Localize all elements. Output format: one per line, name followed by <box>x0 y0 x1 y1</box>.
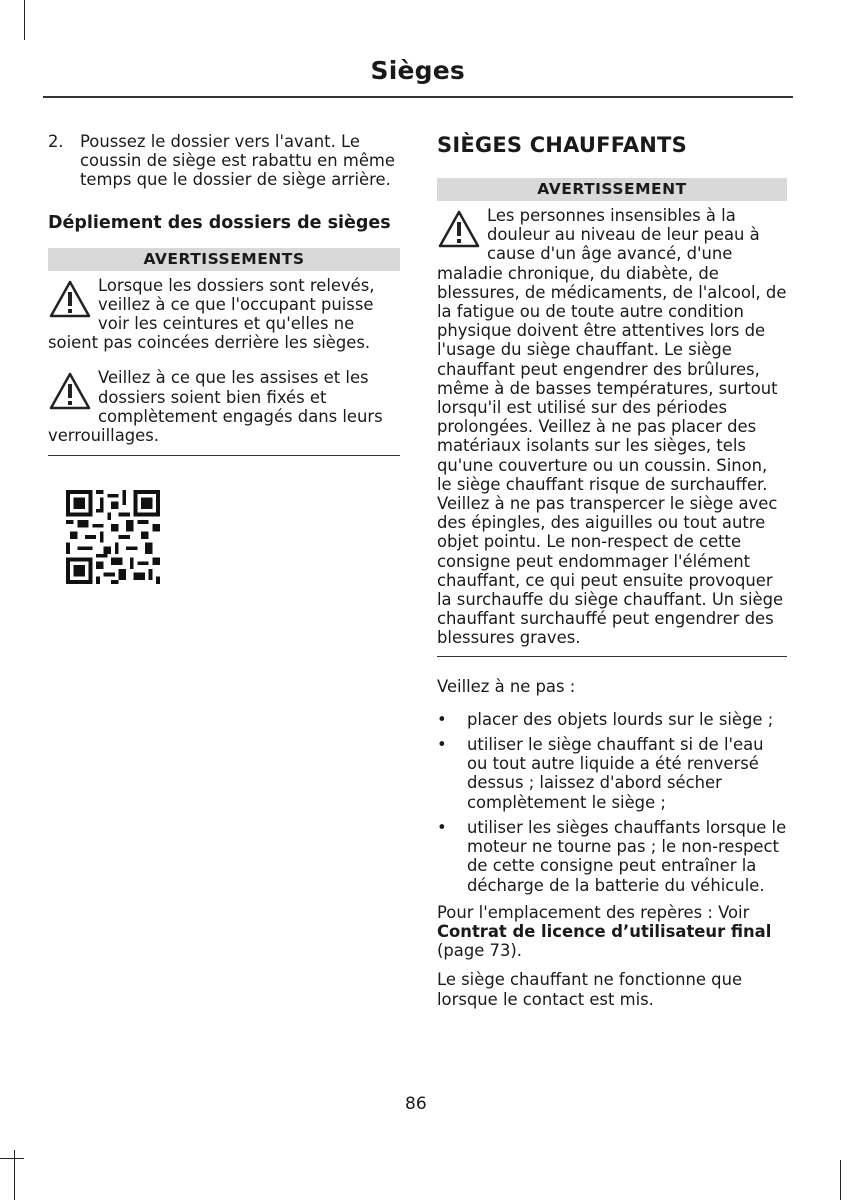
bullet-symbol: • <box>437 709 447 729</box>
list-item-text: placer des objets lourds sur le siège ; <box>467 709 774 729</box>
warning-end-rule <box>437 656 787 657</box>
intro-text: Veillez à ne pas : <box>437 676 576 696</box>
reference-suffix: (page 73). <box>437 941 523 961</box>
warning-triangle-icon <box>48 278 92 322</box>
list-item-text: utiliser le siège chauffant si de l'eau ou tout autre liquide a été renversé dessus ; laissez d'abord sécher complètement le siège ; <box>467 735 764 812</box>
section-heading-heated-seats: SIÈGES CHAUFFANTS <box>437 133 687 157</box>
left-column <box>48 132 400 456</box>
section-heading-unfold: Dépliement des dossiers de sièges <box>48 212 391 233</box>
warning-item <box>437 206 787 648</box>
warning-triangle-icon <box>48 370 92 414</box>
title-divider <box>43 96 793 98</box>
list-item <box>437 710 787 729</box>
crop-mark-bottom-left-h <box>0 1158 24 1159</box>
crop-mark-bottom-right <box>840 1160 841 1200</box>
warning-item <box>48 368 400 445</box>
page-title: Sièges <box>370 56 465 85</box>
warnings-header: AVERTISSEMENTS <box>48 248 400 271</box>
right-column <box>437 132 787 1009</box>
list-item-text: utiliser les sièges chauffants lorsque le moteur ne tourne pas ; le non-respect de cette consigne peut entraîner la décharge de la batterie du véhicule. <box>467 817 787 895</box>
warnings-end-rule <box>48 455 400 456</box>
bullet-symbol: • <box>437 735 447 755</box>
final-paragraph: Le siège chauffant ne fonctionne que lorsque le contact est mis. <box>437 970 743 1009</box>
numbered-step <box>48 132 400 190</box>
reference-link[interactable]: Contrat de licence d’utilisateur final <box>437 921 772 941</box>
qr-code <box>66 490 160 584</box>
warning-text: Les personnes insensibles à la douleur au niveau de leur peau à cause d'un âge avancé, d'une maladie chronique, du diabète, de blessures, de médicaments, de l'alcool, de la fatigue ou de toute autre condition physique doivent être attentives lors de l'usage du siège chauffant. Le siège chauffant peut engendrer des brûlures, même à de basses températures, surtout lorsqu'il est utilisé sur des périodes prolongées. Veillez à ne pas placer des matériaux isolants sur les sièges, tels qu'une couverture ou un coussin. Sinon, le siège chauffant risque de surchauffer. Veillez à ne pas transpercer le siège avec des épingles, des aiguilles ou tout autre objet pointu. Le non-respect de cette consigne peut endommager l'élément chauffant, ce qui peut ensuite provoquer la surchauffe du siège chauffant. Un siège chauffant surchauffé peut engendrer des blessures graves. <box>437 206 787 648</box>
warning-header: AVERTISSEMENT <box>437 178 787 201</box>
reference-paragraph <box>437 903 787 961</box>
page-number: 86 <box>405 1094 427 1114</box>
warning-item <box>48 276 400 353</box>
list-item <box>437 735 787 812</box>
list-item <box>437 818 787 895</box>
crop-mark-top-left <box>24 0 25 40</box>
warning-triangle-icon <box>437 208 481 252</box>
warning-text: Lorsque les dossiers sont relevés, veillez à ce que l'occupant puisse voir les ceintures et qu'elles ne soient pas coincées derrière les sièges. <box>48 275 375 353</box>
bullet-list <box>437 710 787 895</box>
step-number: 2. <box>48 132 64 151</box>
step-text: Poussez le dossier vers l'avant. Le coussin de siège est rabattu en même temps que le dossier de siège arrière. <box>80 132 395 190</box>
warning-text: Veillez à ce que les assises et les dossiers soient bien fixés et complètement engagés dans leurs verrouillages. <box>48 368 383 446</box>
bullet-symbol: • <box>437 817 447 837</box>
reference-prefix: Pour l'emplacement des repères : Voir <box>437 902 750 922</box>
